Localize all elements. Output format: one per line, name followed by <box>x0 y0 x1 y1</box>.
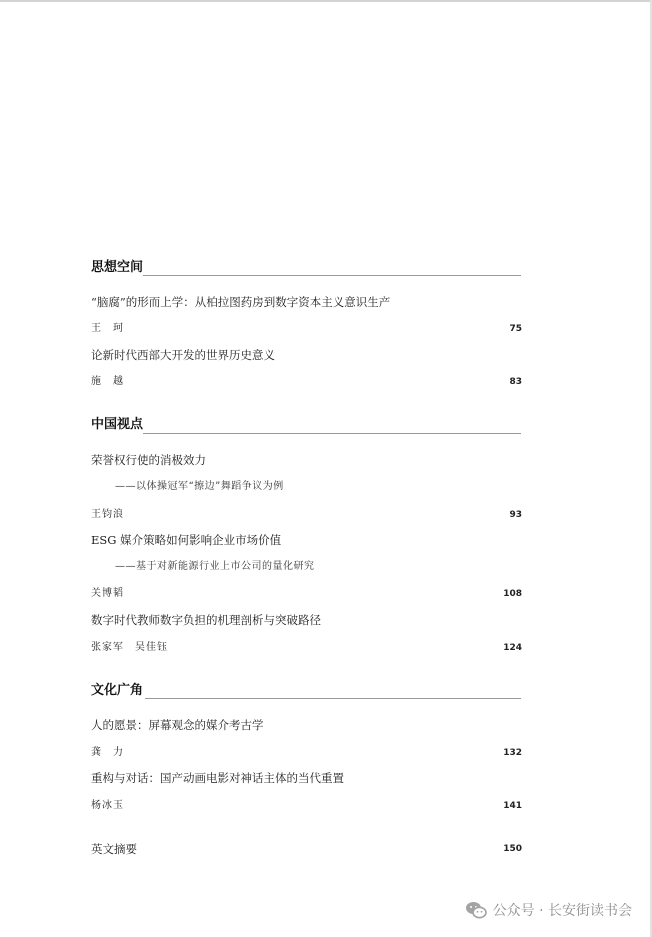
article-page: 93 <box>509 510 522 520</box>
appendix-page: 150 <box>503 844 522 854</box>
article-subtitle: ——基于对新能源行业上市公司的量化研究 <box>115 561 315 572</box>
article-author: 王 珂 <box>91 323 124 334</box>
section-title-wenhua: 文化广角 <box>91 683 144 698</box>
article-page: 124 <box>503 643 522 653</box>
article-title[interactable]: ESG 媒介策略如何影响企业市场价值 <box>91 533 282 547</box>
article-page: 75 <box>509 324 522 334</box>
article-page: 108 <box>503 589 522 599</box>
article-subtitle: ——以体操冠军“擦边”舞蹈争议为例 <box>115 481 284 492</box>
article-author: 王钧浪 <box>91 509 124 520</box>
article-title[interactable]: 重构与对话：国产动画电影对神话主体的当代重置 <box>91 771 344 785</box>
watermark <box>465 899 632 921</box>
article-title[interactable]: “脑腐”的形而上学：从柏拉图药房到数字资本主义意识生产 <box>91 295 391 309</box>
article-title[interactable]: 数字时代教师数字负担的机理剖析与突破路径 <box>91 613 321 627</box>
top-border <box>0 0 652 2</box>
section-title-zhongguo: 中国视点 <box>91 417 144 432</box>
wechat-icon <box>465 901 487 919</box>
article-author: 施 越 <box>91 376 124 387</box>
article-author: 关博韬 <box>91 588 124 599</box>
section-rule <box>143 275 521 276</box>
article-author: 张家军 吴佳钰 <box>91 642 168 653</box>
article-page: 83 <box>509 377 522 387</box>
appendix-title[interactable]: 英文摘要 <box>91 842 137 856</box>
article-page: 141 <box>503 801 522 811</box>
article-title[interactable]: 荣誉权行使的消极效力 <box>91 453 206 467</box>
section-rule <box>145 698 521 699</box>
article-author: 杨冰玉 <box>91 800 124 811</box>
section-rule <box>143 433 521 434</box>
article-title[interactable]: 人的愿景：屏幕观念的媒介考古学 <box>91 718 264 732</box>
article-author: 龚 力 <box>91 747 124 758</box>
article-page: 132 <box>503 748 522 758</box>
article-title[interactable]: 论新时代西部大开发的世界历史意义 <box>91 348 275 362</box>
section-title-sixiang: 思想空间 <box>91 260 144 275</box>
watermark-text: 公众号 · 长安街读书会 <box>492 903 632 919</box>
